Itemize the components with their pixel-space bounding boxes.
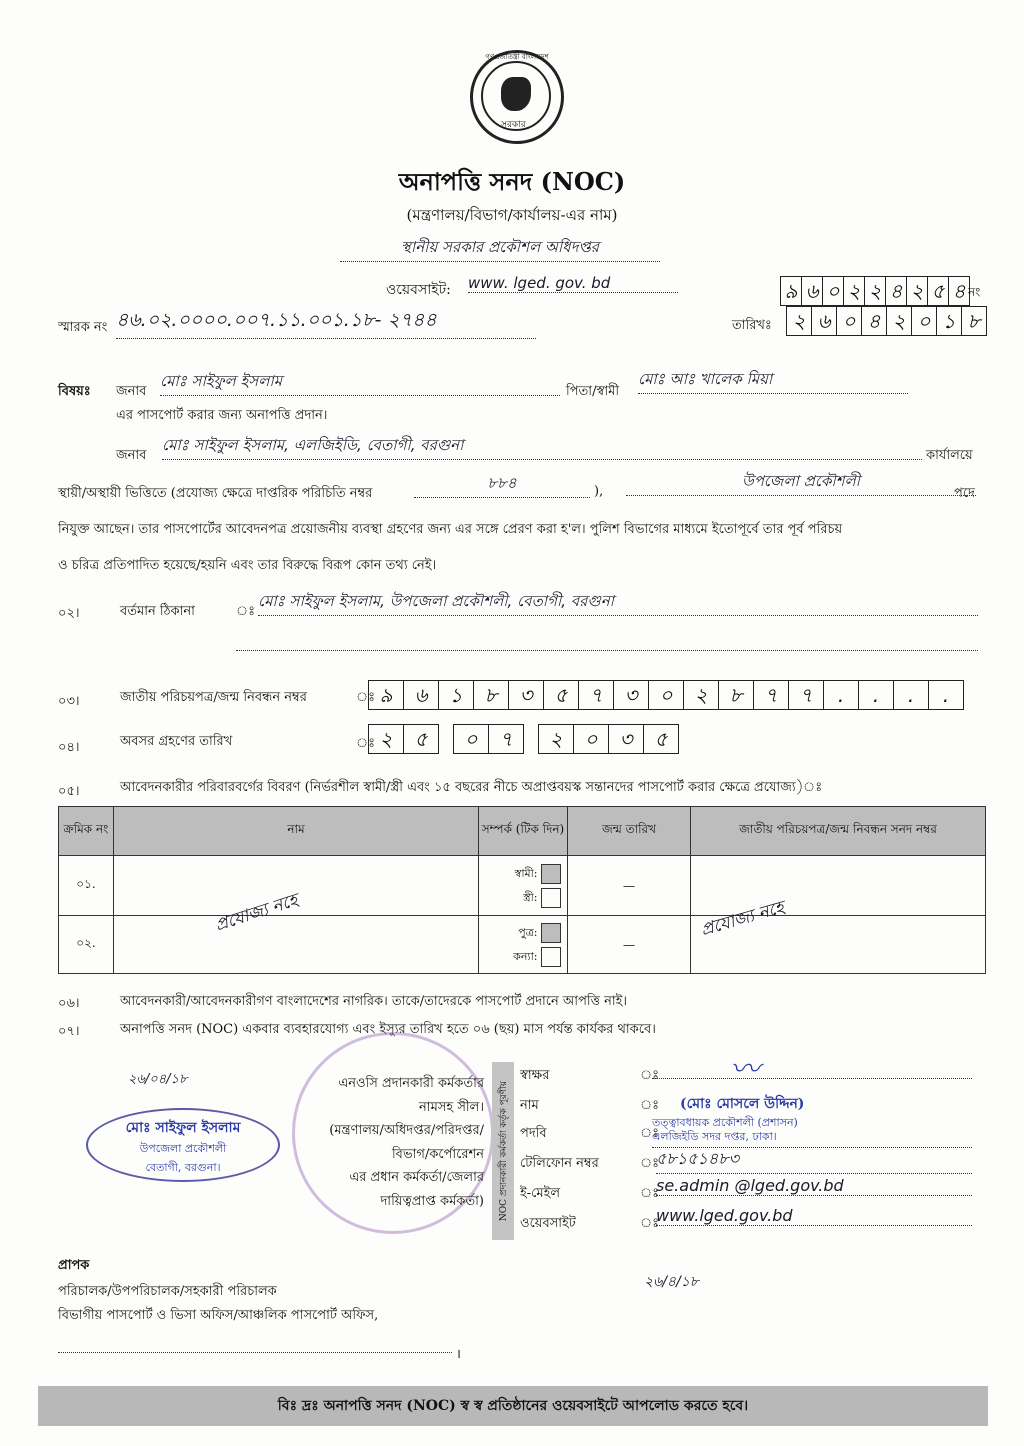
nid-digit: ৯ <box>369 681 404 709</box>
officer-email: se.admin @lged.gov.bd <box>656 1176 972 1196</box>
date-digit: ৮ <box>967 309 981 333</box>
vertical-fill-label <box>492 1062 514 1240</box>
signatory-line: এনওসি প্রদানকারী কর্মকর্তার <box>338 1076 484 1091</box>
website-label: ওয়েবসাইট: <box>386 282 451 298</box>
applicant-signature-date: ২৬/০৪/১৮ <box>128 1072 188 1087</box>
item07-text: অনাপত্তি সনদ (NOC) একবার ব্যবহারযোগ্য এবং ইস্যুর তারিখ হতে ০৬ (ছয়) মাস পর্যন্ত কার্যকর থাকবে। <box>120 1022 656 1037</box>
receiver-line3 <box>58 1352 452 1353</box>
item04-colon: ঃ <box>356 736 376 751</box>
item03-colon: ঃ <box>356 690 376 705</box>
item05-num: ০৫। <box>58 784 80 799</box>
row-serial: ০১. <box>59 856 114 916</box>
field-label: টেলিফোন নম্বর <box>520 1156 599 1171</box>
digit-box: ০ <box>823 277 844 305</box>
digit-box: ৬ <box>802 277 823 305</box>
signature-mark: 〰 <box>730 1052 760 1087</box>
date-digit: ২ <box>787 307 812 335</box>
stamp-designation: উপজেলা প্রকৌশলী <box>139 1142 227 1155</box>
retire-day <box>368 724 439 754</box>
subject-mr-label: জনাব <box>116 384 147 399</box>
signatory-line: নামসহ সীল। <box>419 1099 484 1115</box>
receiver-label: প্রাপক <box>58 1258 90 1273</box>
retire-digit: ০ <box>574 725 609 753</box>
digit-box: ৫ <box>928 277 949 305</box>
body-para1: নিযুক্ত আছেন। তার পাসপোর্টের আবেদনপত্র প্রয়োজনীয় ব্যবস্থা গ্রহণের জন্য এর সঙ্গে প্রেরণ করা হ'ল। পুলিশ বিভাগের মাধ্যমে ইতোপূর্বে তার পূর্ব পরিচয় <box>58 522 843 537</box>
website-value: www. lged. gov. bd <box>468 274 678 293</box>
corner-number-boxes <box>780 276 970 306</box>
body-para2: ও চরিত্র প্রতিপাদিত হয়েছে/হয়নি এবং তার বিরুদ্ধে বিরূপ কোন তথ্য নেই। <box>58 558 437 573</box>
stamp-office: বেতাগী, বরগুনা। <box>145 1161 221 1174</box>
retire-digit: ২ <box>539 725 574 753</box>
vertical-label-text: NOC প্রদানকারী কর্মকর্তা কর্তৃক পূরণীয় <box>498 1080 509 1222</box>
receiver-line1: পরিচালক/উপপরিচালক/সহকারী পরিচালক <box>58 1284 277 1299</box>
col-nid: জাতীয় পরিচয়পত্র/জন্ম নিবন্ধন সনদ নম্বর <box>691 807 986 856</box>
nid-digit: ৫ <box>544 681 579 709</box>
page-subtitle: (মন্ত্রণালয়/বিভাগ/কার্যালয়-এর নাম) <box>406 206 618 224</box>
field-signature <box>520 1052 990 1090</box>
table-row <box>59 916 986 974</box>
nid-digit: . <box>894 681 929 709</box>
not-applicable-nid: প্রযোজ্য নহে <box>698 897 787 941</box>
seal-bottom-text: সরকার <box>501 120 526 130</box>
footer-note: বিঃ দ্রঃ অনাপত্তি সনদ (NOC) স্ব স্ব প্রতিষ্ঠানের ওয়েবসাইটে আপলোড করতে হবে। <box>277 1398 749 1414</box>
row-relation-cell <box>479 916 568 974</box>
item03-label: জাতীয় পরিচয়পত্র/জন্ম নিবন্ধন নম্বর <box>120 690 307 705</box>
retire-month <box>453 724 524 754</box>
retire-digit: ২ <box>369 725 404 753</box>
digit-box: ৪ <box>886 277 907 305</box>
col-relation: সম্পর্ক (টিক দিন) <box>479 807 568 856</box>
field-colon: ঃ <box>640 1186 660 1201</box>
date-digit: ০ <box>912 307 937 335</box>
applicant-name: মোঃ সাইফুল ইসলাম <box>160 370 560 396</box>
government-seal <box>470 50 564 144</box>
digit-box: ৯ <box>781 277 802 305</box>
signatory-description <box>296 1072 484 1213</box>
officer-website: www.lged.gov.bd <box>656 1206 972 1226</box>
father-label: পিতা/স্বামী <box>566 384 620 399</box>
office-name: স্থানীয় সরকার প্রকৌশল অধিদপ্তর <box>340 236 660 262</box>
nid-digit: ৮ <box>474 681 509 709</box>
seal-top-text: গণপ্রজাতন্ত্রী বাংলাদেশ <box>485 53 549 61</box>
wife-checkbox[interactable] <box>541 888 561 908</box>
memo-label: স্মারক নং <box>58 320 108 335</box>
family-table-header <box>59 807 986 856</box>
item02-colon: ঃ <box>236 604 256 619</box>
retire-digit: ৫ <box>414 727 428 751</box>
relation-label: স্বামী: <box>514 866 538 880</box>
field-label: নাম <box>520 1098 539 1113</box>
signatory-line: এর প্রধান কর্মকর্তা/জেলার <box>349 1170 484 1185</box>
present-address: মোঃ সাইফুল ইসলাম, উপজেলা প্রকৌশলী, বেতাগী, বরগুনা <box>258 590 978 616</box>
subject-line2: এর পাসপোর্ট করার জন্য অনাপত্তি প্রদান। <box>116 408 328 423</box>
signatory-line: (মন্ত্রণালয়/অধিদপ্তর/পরিদপ্তর/ <box>329 1123 484 1138</box>
field-colon: ঃ <box>640 1068 660 1083</box>
digit-box: ২ <box>907 277 928 305</box>
retire-digit: ৭ <box>499 727 513 751</box>
retire-digit: ০ <box>454 725 489 753</box>
table-row <box>59 856 986 916</box>
item06-num: ০৬। <box>58 996 80 1011</box>
receiver-line2: বিভাগীয় পাসপোর্ট ও ভিসা অফিস/আঞ্চলিক পাসপোর্ট অফিস, <box>58 1308 379 1323</box>
officer-office: এলজিইডি সদর দপ্তর, ঢাকা। <box>652 1128 972 1148</box>
receiver-line3-suffix: । <box>456 1347 461 1362</box>
item03-num: ০৩। <box>58 694 80 709</box>
digit-box: ৪ <box>952 279 966 303</box>
field-name <box>520 1090 990 1116</box>
nid-digit: ৩ <box>614 681 649 709</box>
signatory-line: দায়িত্বপ্রাপ্ত কর্মকর্তা) <box>380 1193 484 1209</box>
relation-label: স্ত্রী: <box>523 890 538 904</box>
nid-digit: ৬ <box>404 681 439 709</box>
nid-digit: ৭ <box>789 681 824 709</box>
officer-name: (মোঃ মোসলে উদ্দিন) <box>680 1096 805 1112</box>
item04-num: ০৪। <box>58 740 80 755</box>
date-label: তারিখঃ <box>732 318 772 333</box>
daughter-checkbox[interactable] <box>541 947 561 967</box>
nid-digit: ২ <box>684 681 719 709</box>
basis-prefix: স্থায়ী/অস্থায়ী ভিত্তিতে (প্রযোজ্য ক্ষেত্রে দাপ্তরিক পরিচিতি নম্বর <box>58 486 373 501</box>
retirement-date-boxes <box>368 724 679 754</box>
date-digit: ৬ <box>812 307 837 335</box>
body-mr-label: জনাব <box>116 448 147 463</box>
signature-line <box>652 1078 972 1079</box>
son-checkbox[interactable] <box>541 923 561 943</box>
item02-num: ০২। <box>58 606 80 621</box>
officer-designation: তত্ত্বাবধায়ক প্রকৌশলী (প্রশাসন) <box>652 1116 798 1129</box>
retire-year <box>538 724 679 754</box>
initial-date: ২৬/৪/১৮ <box>644 1274 699 1290</box>
designation-value: উপজেলা প্রকৌশলী <box>626 470 976 496</box>
retire-digit: ৩ <box>609 725 644 753</box>
item07-num: ০৭। <box>58 1024 80 1039</box>
relation-label: পুত্র: <box>518 925 538 939</box>
nid-digit: ৩ <box>509 681 544 709</box>
date-digit: ১ <box>937 307 962 335</box>
field-label: ই-মেইল <box>520 1186 561 1201</box>
row-serial: ০২. <box>59 916 114 974</box>
stamp-name: মোঃ সাইফুল ইসলাম <box>125 1120 241 1136</box>
husband-checkbox[interactable] <box>541 864 561 884</box>
field-email <box>520 1176 990 1206</box>
nid-digit: ৮ <box>719 681 754 709</box>
field-colon: ঃ <box>640 1156 660 1171</box>
row-dob-cell: — <box>568 916 691 974</box>
not-applicable-name: প্রযোজ্য নহে <box>212 890 301 936</box>
nid-digit: ৭ <box>754 681 789 709</box>
item02-label: বর্তমান ঠিকানা <box>120 604 195 619</box>
nid-digit: ০ <box>649 681 684 709</box>
col-name: নাম <box>114 807 479 856</box>
item04-label: অবসর গ্রহণের তারিখ <box>120 734 233 749</box>
basis-mid: ), <box>594 484 604 499</box>
digit-box: ২ <box>865 277 886 305</box>
nid-digit: . <box>942 683 950 707</box>
date-digit: ২ <box>887 307 912 335</box>
item05-text: আবেদনকারীর পরিবারবর্গের বিবরণ (নির্ভরশীল স্বামী/স্ত্রী এবং ১৫ বছরের নীচে অপ্রাপ্তবয়স্ক সন্তানদের পাসপোর্ট করার ক্ষেত্রে প্রযোজ্য)ঃ <box>120 780 823 795</box>
office-suffix: কার্যালয়ে <box>926 448 973 463</box>
father-name: মোঃ আঃ খালেক মিয়া <box>638 368 908 394</box>
corner-suffix: নং <box>968 285 981 299</box>
field-colon: ঃ <box>640 1126 660 1141</box>
signatory-line: বিভাগ/কর্পোরেশন <box>391 1146 484 1162</box>
office-value: মোঃ সাইফুল ইসলাম, এলজিইডি, বেতাগী, বরগুনা <box>162 434 922 460</box>
applicant-stamp <box>86 1108 280 1182</box>
field-phone <box>520 1146 990 1176</box>
post-suffix: পদে <box>954 486 975 501</box>
row-relation-cell <box>479 856 568 916</box>
row-dob-cell: — <box>568 856 691 916</box>
subject-label: বিষয়ঃ <box>58 384 91 399</box>
officer-phone: ৫৮১৫১৪৮৩ <box>656 1146 972 1174</box>
bangladesh-map-icon <box>501 77 531 111</box>
col-serial: ক্রমিক নং <box>59 807 114 856</box>
field-label: স্বাক্ষর <box>520 1068 550 1083</box>
field-designation <box>520 1116 990 1146</box>
nid-digit: . <box>859 681 894 709</box>
memo-value: ৪৬.০২.০০০০.০০৭.১১.০০১.১৮- ২৭৪৪ <box>116 306 536 339</box>
date-boxes <box>786 306 987 336</box>
date-digit: ৪ <box>862 307 887 335</box>
footer-bar <box>38 1386 988 1426</box>
relation-label: কন্যা: <box>513 949 538 963</box>
family-table <box>58 806 986 974</box>
field-website <box>520 1206 990 1236</box>
nid-digit: . <box>824 681 859 709</box>
address-line-2 <box>236 650 978 651</box>
field-colon: ঃ <box>640 1216 660 1231</box>
official-id: ৮৮৪ <box>414 472 590 498</box>
nid-digit: ৭ <box>579 681 614 709</box>
nid-boxes <box>368 680 964 710</box>
field-colon: ঃ <box>640 1098 660 1113</box>
col-dob: জন্ম তারিখ <box>568 807 691 856</box>
row-name-cell <box>114 916 479 974</box>
page-title: অনাপত্তি সনদ (NOC) <box>398 167 626 196</box>
signatory-fields <box>520 1052 990 1236</box>
date-digit: ০ <box>837 307 862 335</box>
field-label: পদবি <box>520 1126 547 1141</box>
digit-box: ২ <box>844 277 865 305</box>
item06-text: আবেদনকারী/আবেদনকারীগণ বাংলাদেশের নাগরিক। তাকে/তাদেরকে পাসপোর্ট প্রদানে আপত্তি নাই। <box>120 994 628 1009</box>
retire-digit: ৫ <box>654 727 668 751</box>
field-label: ওয়েবসাইট <box>520 1216 576 1231</box>
nid-digit: ১ <box>439 681 474 709</box>
